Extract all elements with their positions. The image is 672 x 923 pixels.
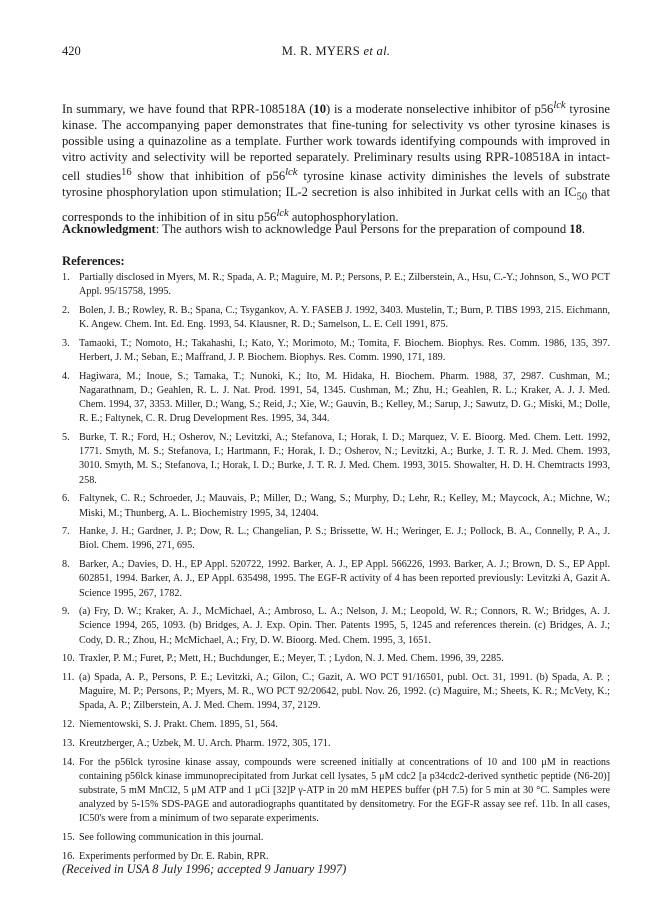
reference-text: Kreutzberger, A.; Uzbek, M. U. Arch. Pharm. 1972, 305, 171. <box>79 737 331 749</box>
summary-paragraph <box>62 98 610 226</box>
reference-item <box>62 492 610 520</box>
reference-number: 5. <box>62 432 70 444</box>
citation-superscript: 16 <box>121 167 132 179</box>
acknowledgment-text: : The authors wish to acknowledge Paul Persons for the preparation of compound <box>155 222 570 236</box>
reference-text: Hanke, J. H.; Gardner, J. P.; Dow, R. L.; Changelian, P. S.; Brissette, W. H.; Weringer, E. J.; Pollock, B. A., Connelly, P. A., J. Biol. Chem. 1996, 271, 695. <box>79 526 610 552</box>
reference-text: (a) Spada, A. P., Persons, P. E.; Levitzki, A.; Gilon, C.; Gazit, A. WO PCT 91/16501, publ. Oct. 31, 1991. (b) Spada, A. P. ; Maguire, M. P.; Persons, P.; Myers, M. R., WO PCT 92/20642, publ. Nov. 26, 1992. (c) Maguire, M.; Sheets, K. R.; McVety, K.; Spada, A. P.; Zilberstein, A. J. Med. Chem. 1994, 37, 2129. <box>79 672 610 712</box>
reference-item <box>62 304 610 332</box>
reference-text: Barker, A.; Davies, D. H., EP Appl. 520722, 1992. Barker, A. J., EP Appl. 566226, 1993. Barker, A. J.; Brown, D. S., EP Appl. 602851, 1994. Barker, A. J., EP Appl. 635498, 1995. The EGF-R activity of 4 has been reported previously: Levitzki A, Gazit A. Science 1995, 267, 1782. <box>79 559 610 599</box>
reference-item <box>62 431 610 488</box>
reference-text: Experiments performed by Dr. E. Rabin, RPR. <box>79 850 269 862</box>
page-header <box>62 44 610 60</box>
reference-number: 16. <box>62 850 75 862</box>
reference-number: 13. <box>62 737 75 749</box>
reference-item <box>62 271 610 299</box>
superscript-lck: lck <box>553 100 566 111</box>
reference-text: Niementowski, S. J. Prakt. Chem. 1895, 51, 564. <box>79 719 278 731</box>
reference-item <box>62 525 610 553</box>
compound-ref: 10 <box>313 102 326 117</box>
reference-text: Tamaoki, T.; Nomoto, H.; Takahashi, I.; Kato, Y.; Morimoto, M.; Tomita, F. Biochem. Biophys. Res. Comm. 1986, 135, 397. Herbert, J. M.; Seban, E.; Maffrand, J. P. Biochem. Biophys. Res. Comm. 1990, 171, 189. <box>79 337 610 364</box>
summary-text: tyrosine kinase. The accompanying paper demonstrates that fine-tuning for selectivity vs other tyrosine kinases is possible using a quinazoline as a template. Further work towards identifying compounds with improved in vitro activity and selectivity will be reported separately. Preliminary results using RPR-108518A in intact-cell studies <box>62 102 610 184</box>
reference-item <box>62 605 610 648</box>
reference-text: See following communication in this journal. <box>79 832 264 844</box>
reference-text: Traxler, P. M.; Furet, P.; Mett, H.; Buchdunger, E.; Meyer, T. ; Lydon, N. J. Med. Chem. 1996, 39, 2285. <box>79 653 504 665</box>
reference-text: (a) Fry, D. W.; Kraker, A. J., McMichael, A.; Ambroso, L. A.; Nelson, J. M.; Leopold, W. R.; Connors, R. W.; Bridges, A. J. Science 1994, 265, 1093. (b) Bridges, A. J. Exp. Opin. Ther. Patents 1995, 5, 1245 and references therein. (c) Bridges, A. J.; Cody, D. R.; Zhou, H.; McMichael, A.; Fry, D. W. Bioorg. Med. Chem. 1995, 3, 1651. <box>79 606 610 646</box>
reference-item <box>62 737 610 751</box>
reference-number: 15. <box>62 832 75 844</box>
references-heading: References: <box>62 254 125 268</box>
running-head-etal: et al. <box>363 44 391 58</box>
reference-text: Bolen, J. B.; Rowley, R. B.; Spana, C.; Tsygankov, A. Y. FASEB J. 1992, 3403. Mustelin, T.; Burn, P. TIBS 1993, 215. Eichmann, K. Angew. Chem. Int. Ed. Eng. 1993, 54. Klausner, R. D.; Samelson, L. E. Cell 1991, 875. <box>79 304 610 331</box>
reference-number: 7. <box>62 526 70 538</box>
reference-number: 4. <box>62 370 70 382</box>
reference-item <box>62 337 610 365</box>
reference-number: 1. <box>62 272 70 283</box>
summary-text: autophosphorylation. <box>288 209 399 224</box>
references-list <box>62 271 610 869</box>
reference-text: For the p56lck tyrosine kinase assay, compounds were screened initially at concentrations of 10 and 100 μM in reactions containing p56lck kinase immunoprecipitated from Jurkat cell lysates, 5 μM cdc2 [a p34cdc2-derived synthetic peptide (N6-20)] substrate, 5 mM MnCl2, 5 μM ATP and 1 μCi [32]P γ-ATP in 20 mM HEPES buffer (pH 7.5) for 5 min at 30 °C. Samples were analyzed by 5-15% SDS-PAGE and autoradiographs quantitated by densitometry. For the EGF-R assay see ref. 11b. In all cases, IC50's were from a minimum of two separate experiments. <box>79 756 610 825</box>
reference-number: 6. <box>62 493 70 505</box>
reference-number: 2. <box>62 304 70 316</box>
ic50-subscript: 50 <box>576 191 588 203</box>
reference-item <box>62 652 610 666</box>
received-accepted-note: (Received in USA 8 July 1996; accepted 9 January 1997) <box>62 862 347 876</box>
summary-text: that corresponds to the inhibition of in situ p56 <box>62 185 610 224</box>
superscript-lck: lck <box>285 167 298 179</box>
reference-text: Burke, T. R.; Ford, H.; Osherov, N.; Levitzki, A.; Stefanova, I.; Horak, I. D.; Marquez, V. E. Bioorg. Med. Chem. Lett. 1992, 1771. Smyth, M. S.; Stefanova, I.; Hartmann, F.; Horak, I. D.; Osherov, N.; Levitzki, A.; Burke, J. T. R. J. Med. Chem. 1993, 3010. Smyth, M. S.; Stefanova, I.; Horak, I. D.; Burke, J. T. R. J. Med. Chem. 1993, 3015. Showalter, H. D. H. Chemtracts 1993, 258. <box>79 432 610 486</box>
reference-text: Faltynek, C. R.; Schroeder, J.; Mauvais, P.; Miller, D.; Wang, S.; Murphy, D.; Lehr, R.; Kelley, M.; Maycock, A.; Michne, W.; Miski, M.; Thunberg, A. L. Biochemistry 1995, 34, 12404. <box>79 493 610 519</box>
reference-item <box>62 831 610 845</box>
reference-text: Hagiwara, M.; Inoue, S.; Tamaka, T.; Nunoki, K.; Ito, M. Hidaka, H. Biochem. Pharm. 1988, 37, 2987. Cushman, M.; Nagarathnam, D.; Geahlen, R. L. J. Nat. Prod. 1991, 54, 1345. Cushman, M.; Zhu, H.; Geahlen, R. L.; Kraker, A. J. J. Med. Chem. 1994, 37, 3353. Miller, D.; Wang, S.; Reid, J.; Xie, W.; Gauvin, B.; Kelley, M.; Sarup, J.; Sawutz, D. G.; Miski, M.; Dolle, R. E.; Faltynek, C. R. Drug Development Res. 1995, 34, 344. <box>79 370 610 425</box>
running-head <box>62 44 610 59</box>
reference-text: Partially disclosed in Myers, M. R.; Spada, A. P.; Maguire, M. P.; Persons, P. E.; Zilberstein, A., Hsu, C.-Y.; Johnson, S., WO PCT Appl. 95/15758, 1995. <box>79 272 610 298</box>
reference-number: 3. <box>62 337 70 349</box>
acknowledgment-paragraph <box>62 222 610 238</box>
reference-number: 10. <box>62 653 75 665</box>
summary-text: show that inhibition of p56 <box>131 169 286 184</box>
reference-item <box>62 370 610 427</box>
summary-text: ) is a moderate nonselective inhibitor of p56 <box>326 102 554 117</box>
reference-number: 12. <box>62 719 75 731</box>
reference-number: 8. <box>62 559 70 571</box>
superscript-lck: lck <box>276 207 289 219</box>
reference-number: 11. <box>62 672 75 684</box>
reference-item <box>62 756 610 827</box>
reference-item <box>62 718 610 732</box>
running-head-authors: M. R. MYERS <box>281 44 361 58</box>
reference-number: 14. <box>62 756 75 768</box>
reference-number: 9. <box>62 606 70 618</box>
page-number: 420 <box>62 44 81 58</box>
reference-item <box>62 558 610 601</box>
summary-text: In summary, we have found that RPR-108518A ( <box>62 102 314 117</box>
acknowledgment-end: . <box>581 222 586 236</box>
acknowledgment-compound: 18 <box>569 222 582 236</box>
acknowledgment-label: Acknowledgment <box>62 222 156 236</box>
summary-text: tyrosine kinase activity diminishes the levels of substrate tyrosine phosphorylation upon stimulation; IL-2 secretion is also inhibited in Jurkat cells with an IC <box>62 169 611 200</box>
reference-item <box>62 671 610 714</box>
